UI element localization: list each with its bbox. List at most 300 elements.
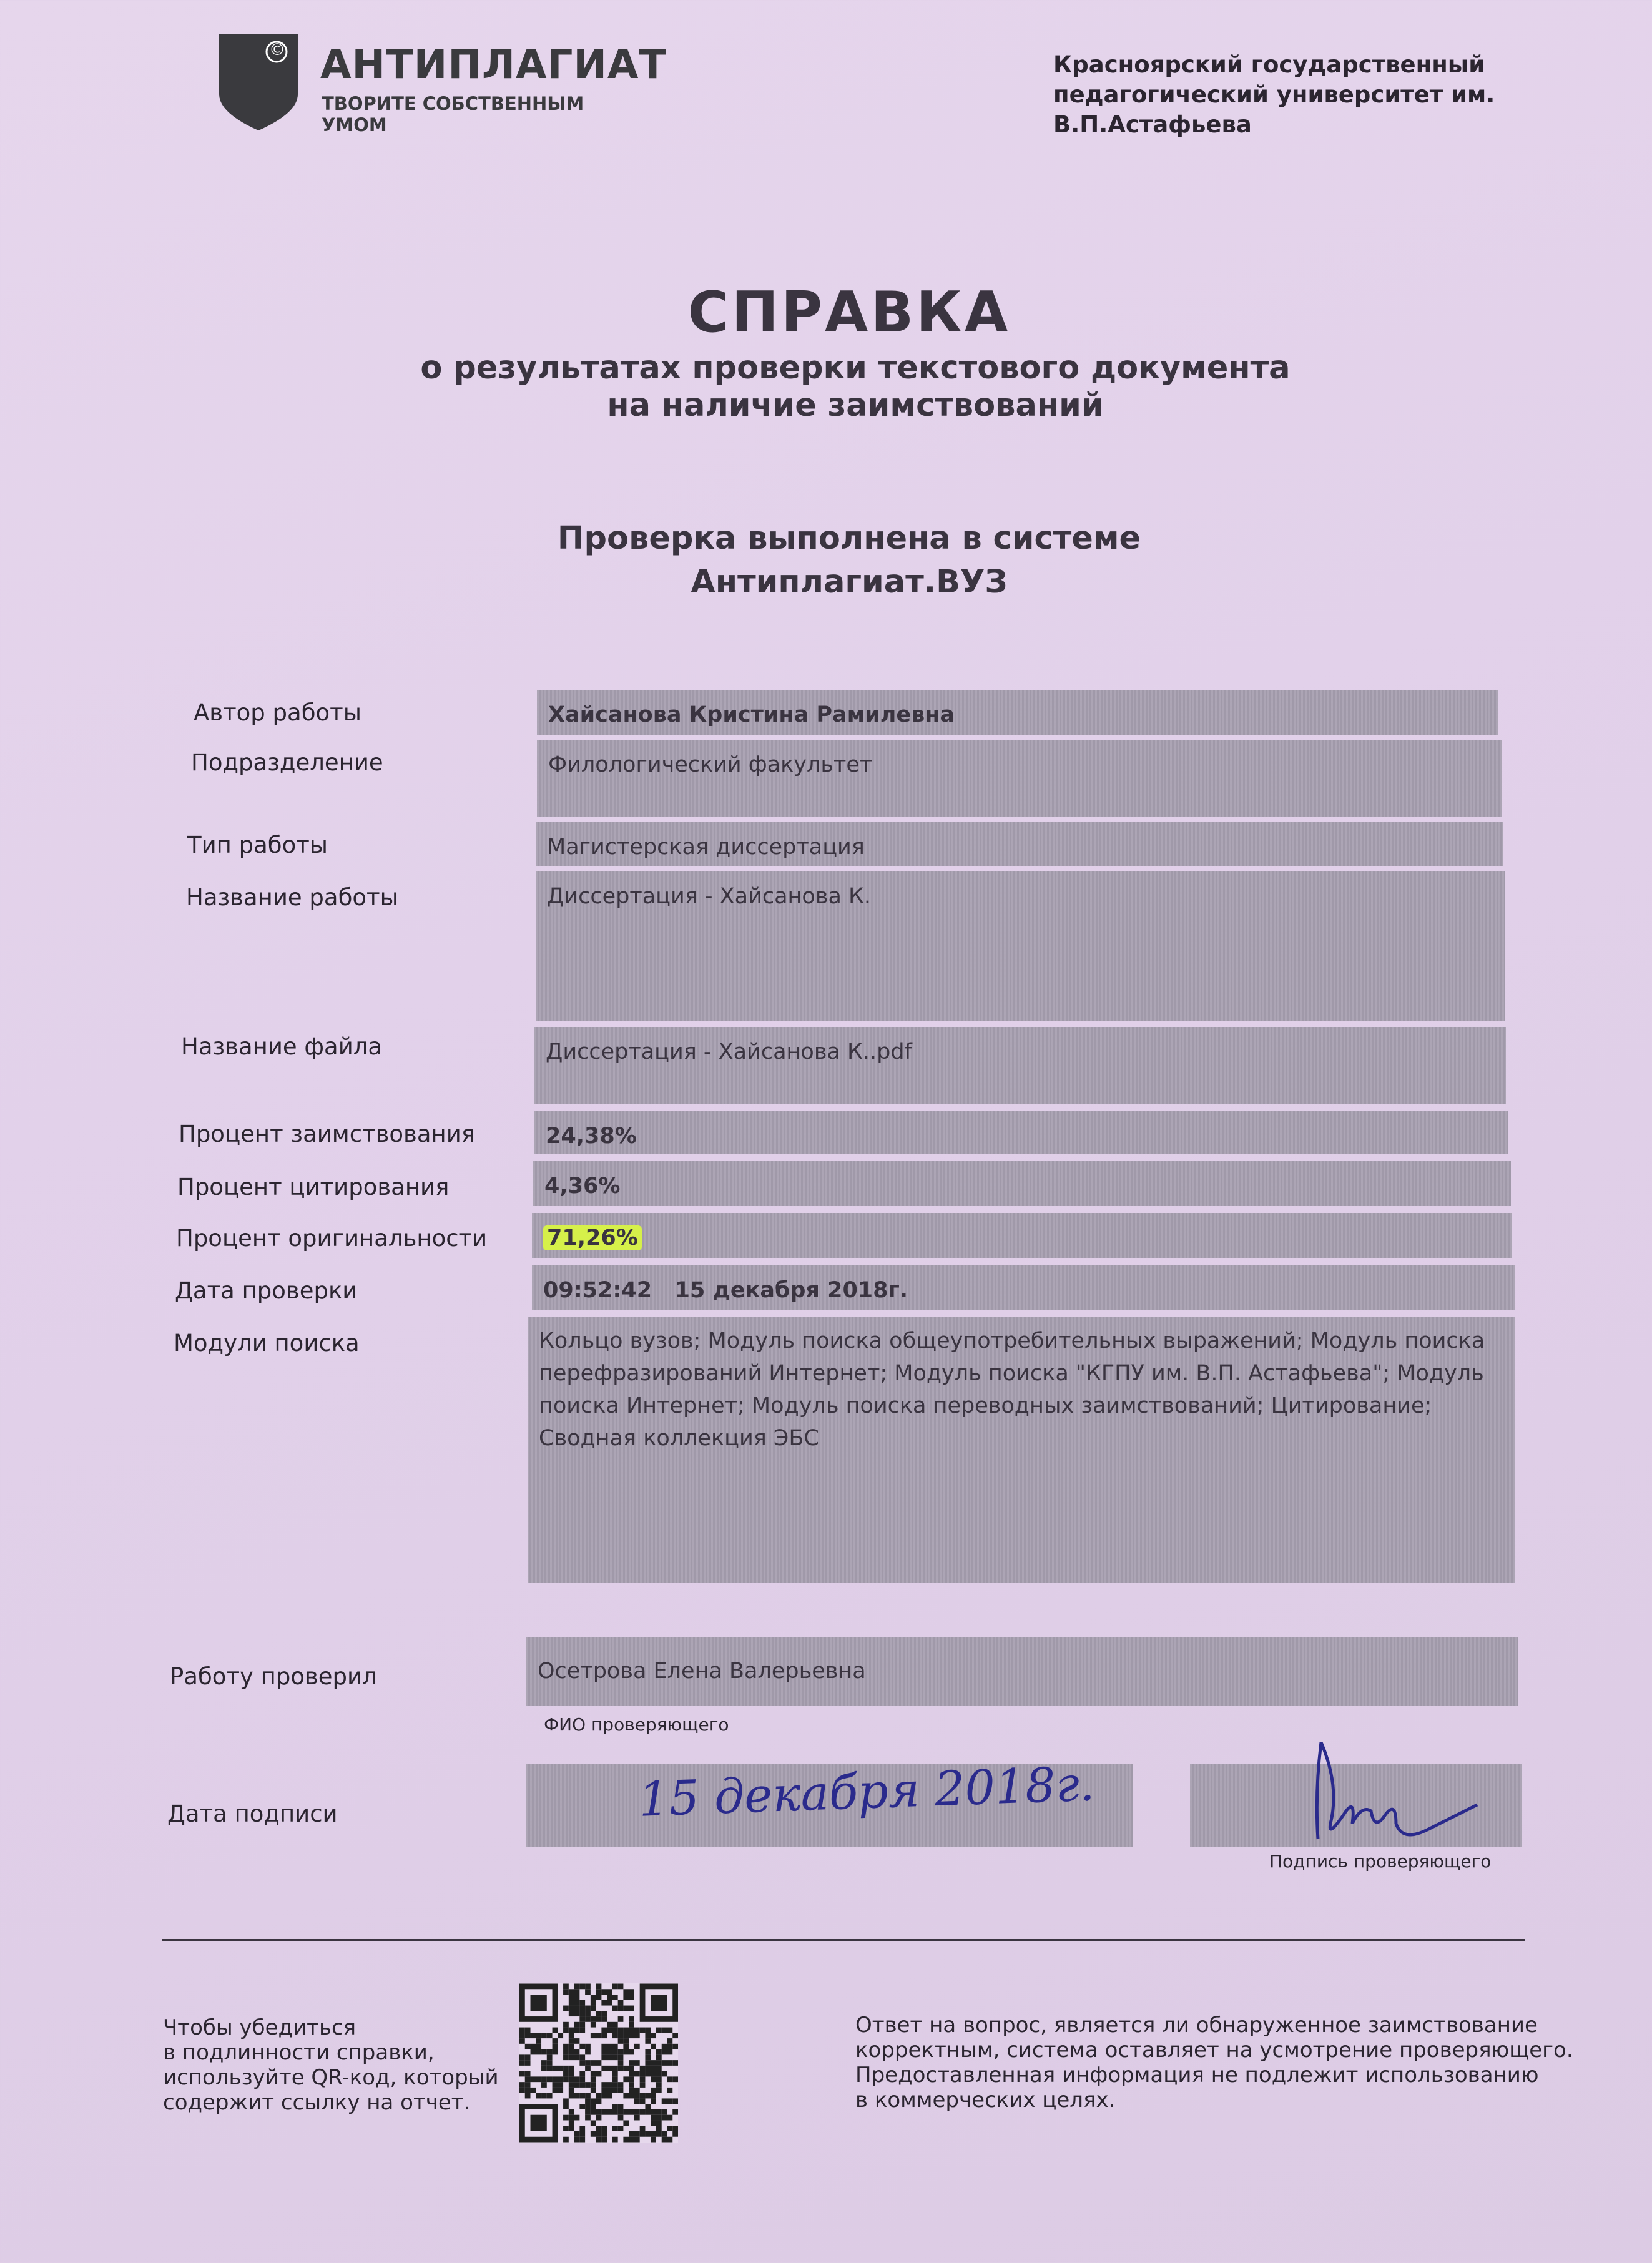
work-type-label: Тип работы <box>187 832 328 858</box>
qr-module <box>623 2109 629 2115</box>
qr-module <box>612 2126 618 2131</box>
qr-module <box>629 2006 634 2011</box>
qr-module <box>656 2071 662 2077</box>
qr-module <box>634 2109 640 2115</box>
qr-module <box>563 2028 569 2033</box>
qr-module <box>569 2071 574 2077</box>
qr-module <box>607 2093 612 2099</box>
qr-module <box>579 2022 585 2028</box>
qr-module <box>656 2120 662 2126</box>
qr-module <box>591 2000 596 2006</box>
qr-module <box>585 2016 591 2022</box>
qr-module <box>629 2060 634 2066</box>
qr-module <box>618 2066 624 2071</box>
qr-module <box>645 2071 651 2077</box>
qr-module <box>651 2120 656 2126</box>
qr-module <box>640 2071 646 2077</box>
borrowing-value: 24,38% <box>534 1111 1508 1154</box>
qr-module <box>618 2038 624 2044</box>
qr-module <box>585 2098 591 2104</box>
qr-module <box>585 2060 591 2066</box>
qr-module <box>662 2028 667 2033</box>
qr-module <box>531 2044 536 2049</box>
qr-module <box>569 2000 574 2006</box>
qr-module <box>574 1989 580 1995</box>
checker-label: Работу проверил <box>170 1663 377 1690</box>
qr-module <box>569 1995 574 2000</box>
qr-module <box>651 2109 656 2115</box>
qr-module <box>601 2137 607 2143</box>
qr-module <box>623 2049 629 2055</box>
qr-module <box>553 2066 558 2071</box>
qr-module <box>601 2000 607 2006</box>
qr-text-line: используйте QR-код, который <box>163 2065 499 2090</box>
qr-module <box>634 2093 640 2099</box>
qr-module <box>579 2060 585 2066</box>
qr-module <box>672 2044 678 2049</box>
qr-module <box>634 2028 640 2033</box>
qr-module <box>640 2076 646 2082</box>
qr-module <box>574 2137 580 2143</box>
university-name <box>1053 50 1495 140</box>
qr-module <box>651 2137 656 2143</box>
checker-value: Осетрова Елена Валерьевна <box>526 1637 1518 1706</box>
qr-module <box>525 2082 531 2088</box>
qr-module <box>536 2044 541 2049</box>
qr-module <box>651 2044 656 2049</box>
disclaimer-line: в коммерческих целях. <box>855 2088 1116 2113</box>
qr-module <box>607 2028 612 2033</box>
qr-module <box>607 1995 612 2000</box>
qr-module <box>574 2006 580 2011</box>
qr-module <box>563 2098 569 2104</box>
qr-module <box>601 2054 607 2060</box>
qr-module <box>591 2016 596 2022</box>
qr-module <box>579 2137 585 2143</box>
qr-module <box>623 2076 629 2082</box>
qr-module <box>563 2066 569 2071</box>
qr-module <box>640 2098 646 2104</box>
qr-module <box>563 2044 569 2049</box>
file-name-value: Диссертация - Хайсанова К..pdf <box>534 1027 1506 1104</box>
originality-label: Процент оригинальности <box>176 1225 488 1252</box>
qr-finder <box>531 2115 547 2131</box>
qr-module <box>563 1984 569 1990</box>
qr-module <box>629 2022 634 2028</box>
disclaimer-line: Предоставленная информация не подлежит использованию <box>855 2063 1539 2088</box>
signature-date-box <box>526 1755 1133 1847</box>
qr-module <box>656 2131 662 2137</box>
qr-module <box>591 2109 596 2115</box>
qr-module <box>525 2093 531 2099</box>
qr-module <box>634 2088 640 2093</box>
qr-module <box>525 2054 531 2060</box>
qr-module <box>519 2071 525 2077</box>
qr-text-line: содержит ссылку на отчет. <box>163 2090 471 2115</box>
qr-module <box>612 1995 618 2000</box>
qr-module <box>601 2066 607 2071</box>
subtitle-line: о результатах проверки текстового документа <box>420 350 1291 386</box>
qr-module <box>574 2093 580 2099</box>
qr-module <box>601 2082 607 2088</box>
qr-module <box>623 1989 629 1995</box>
qr-module <box>601 2049 607 2055</box>
work-title-label: Название работы <box>186 884 398 911</box>
qr-module <box>667 2049 672 2055</box>
document-subtitle <box>0 350 1652 425</box>
qr-module <box>656 2126 662 2131</box>
qr-module <box>607 2022 612 2028</box>
qr-module <box>541 2033 547 2038</box>
qr-module <box>623 2006 629 2011</box>
qr-module <box>569 2038 574 2044</box>
qr-module <box>558 2088 563 2093</box>
qr-module <box>612 2049 618 2055</box>
qr-module <box>525 2060 531 2066</box>
university-line: В.П.Астафьева <box>1053 111 1252 138</box>
qr-module <box>553 2088 558 2093</box>
qr-module <box>656 2082 662 2088</box>
qr-finder <box>651 1995 667 2011</box>
qr-module <box>596 2109 602 2115</box>
qr-module <box>579 2082 585 2088</box>
qr-module <box>607 2066 612 2071</box>
qr-module <box>547 2060 553 2066</box>
qr-module <box>563 2071 569 2077</box>
work-title-value: Диссертация - Хайсанова К. <box>536 871 1505 1021</box>
qr-module <box>601 2088 607 2093</box>
qr-module <box>634 2098 640 2104</box>
university-line: педагогический университет им. <box>1053 81 1495 108</box>
qr-module <box>596 2093 602 2099</box>
university-line: Красноярский государственный <box>1053 51 1485 78</box>
citation-value: 4,36% <box>533 1161 1511 1206</box>
qr-module <box>596 2115 602 2121</box>
qr-module <box>596 2071 602 2077</box>
qr-module <box>662 2109 667 2115</box>
system-caption <box>0 517 1652 604</box>
qr-module <box>607 2049 612 2055</box>
author-label: Автор работы <box>194 699 361 726</box>
qr-module <box>629 2033 634 2038</box>
qr-module <box>574 2131 580 2137</box>
qr-module <box>591 1995 596 2000</box>
qr-module <box>525 2028 531 2033</box>
qr-module <box>629 2016 634 2022</box>
check-date-value: 09:52:42 15 декабря 2018г. <box>532 1265 1515 1310</box>
qr-module <box>569 2011 574 2016</box>
qr-module <box>601 2028 607 2033</box>
qr-module <box>601 2033 607 2038</box>
qr-module <box>634 2137 640 2143</box>
qr-module <box>612 2082 618 2088</box>
qr-module <box>525 2033 531 2038</box>
qr-module <box>629 1995 634 2000</box>
qr-module <box>596 1984 602 1990</box>
qr-module <box>623 2033 629 2038</box>
qr-module <box>651 2088 656 2093</box>
qr-module <box>672 2126 678 2131</box>
qr-module <box>585 2104 591 2109</box>
qr-module <box>531 2088 536 2093</box>
qr-module <box>579 2011 585 2016</box>
borrowing-label: Процент заимствования <box>179 1121 476 1147</box>
qr-module <box>651 2076 656 2082</box>
qr-module <box>640 2093 646 2099</box>
qr-module <box>569 2115 574 2121</box>
qr-module <box>585 2011 591 2016</box>
modules-value: Кольцо вузов; Модуль поиска общеупотребительных выражений; Модуль поиска перефразирований Интернет; Модуль поиска "КГПУ им. В.П. Астафьева"; Модуль поиска Интернет; Модуль поиска переводных заимствований; Цитирование; Сводная коллекция ЭБС <box>528 1317 1515 1583</box>
qr-module <box>612 2076 618 2082</box>
qr-module <box>536 2038 541 2044</box>
qr-module <box>618 2115 624 2121</box>
qr-module <box>667 2060 672 2066</box>
system-line: Антиплагиат.ВУЗ <box>691 564 1008 601</box>
qr-module <box>591 2060 596 2066</box>
qr-module <box>651 2115 656 2121</box>
qr-module <box>585 2049 591 2055</box>
qr-module <box>618 2049 624 2055</box>
qr-code[interactable] <box>519 1983 678 2143</box>
qr-module <box>601 1989 607 1995</box>
qr-module <box>579 2054 585 2060</box>
disclaimer <box>855 2013 1573 2113</box>
qr-module <box>618 2016 624 2022</box>
qr-module <box>667 2098 672 2104</box>
qr-module <box>667 2115 672 2121</box>
qr-module <box>569 2126 574 2131</box>
qr-module <box>525 2088 531 2093</box>
qr-module <box>612 2137 618 2143</box>
qr-module <box>547 2076 553 2082</box>
qr-module <box>618 1984 624 1990</box>
qr-module <box>618 2088 624 2093</box>
footer-divider <box>162 1939 1525 1941</box>
citation-label: Процент цитирования <box>177 1174 450 1200</box>
qr-module <box>541 2093 547 2099</box>
qr-module <box>618 2082 624 2088</box>
qr-module <box>656 2028 662 2033</box>
qr-module <box>547 2093 553 2099</box>
qr-module <box>591 2033 596 2038</box>
qr-module <box>629 2049 634 2055</box>
qr-module <box>656 2076 662 2082</box>
qr-module <box>536 2093 541 2099</box>
qr-module <box>651 2060 656 2066</box>
qr-module <box>640 2131 646 2137</box>
qr-module <box>536 2049 541 2055</box>
qr-module <box>618 2060 624 2066</box>
qr-module <box>579 2076 585 2082</box>
qr-module <box>591 2088 596 2093</box>
qr-module <box>536 2033 541 2038</box>
qr-module <box>553 2076 558 2082</box>
handwritten-signature <box>1302 1730 1552 1855</box>
qr-module <box>662 2131 667 2137</box>
author-value: Хайсанова Кристина Рамилевна <box>537 690 1498 735</box>
originality-row <box>532 1213 1512 1258</box>
qr-module <box>569 2033 574 2038</box>
qr-module <box>591 2071 596 2077</box>
qr-module <box>541 2082 547 2088</box>
qr-module <box>634 2131 640 2137</box>
qr-module <box>607 2054 612 2060</box>
qr-module <box>569 2088 574 2093</box>
qr-module <box>541 2066 547 2071</box>
qr-module <box>591 2006 596 2011</box>
qr-module <box>601 2093 607 2099</box>
qr-module <box>629 2028 634 2033</box>
checker-caption: ФИО проверяющего <box>544 1714 729 1735</box>
department-label: Подразделение <box>191 749 383 776</box>
disclaimer-line: Ответ на вопрос, является ли обнаруженное заимствование <box>855 2013 1538 2038</box>
qr-module <box>525 2044 531 2049</box>
department-value: Филологический факультет <box>537 740 1502 817</box>
qr-module <box>558 2082 563 2088</box>
check-date-label: Дата проверки <box>175 1277 358 1304</box>
qr-module <box>607 1989 612 1995</box>
qr-module <box>591 2104 596 2109</box>
qr-module <box>579 2044 585 2049</box>
qr-module <box>667 2088 672 2093</box>
qr-module <box>563 1989 569 1995</box>
qr-module <box>645 2060 651 2066</box>
qr-module <box>531 2076 536 2082</box>
qr-module <box>596 2137 602 2143</box>
qr-module <box>645 2131 651 2137</box>
qr-module <box>558 2033 563 2038</box>
qr-module <box>607 2044 612 2049</box>
qr-module <box>612 2044 618 2049</box>
qr-module <box>563 2126 569 2131</box>
qr-module <box>563 2115 569 2121</box>
handwritten-date: 15 декабря 2018г. <box>637 1755 1096 1827</box>
qr-module <box>623 2044 629 2049</box>
qr-module <box>662 2098 667 2104</box>
qr-module <box>596 2033 602 2038</box>
qr-module <box>541 2049 547 2055</box>
qr-module <box>601 2109 607 2115</box>
qr-module <box>645 2028 651 2033</box>
qr-module <box>569 2093 574 2099</box>
qr-module <box>656 2066 662 2071</box>
qr-module <box>667 2038 672 2044</box>
qr-module <box>656 2054 662 2060</box>
qr-module <box>645 2033 651 2038</box>
qr-module <box>574 2076 580 2082</box>
qr-module <box>541 2060 547 2066</box>
qr-module <box>591 2082 596 2088</box>
qr-module <box>547 2054 553 2060</box>
qr-module <box>623 2137 629 2143</box>
qr-module <box>618 2000 624 2006</box>
qr-module <box>591 2076 596 2082</box>
qr-module <box>553 2028 558 2033</box>
qr-module <box>519 2060 525 2066</box>
qr-module <box>553 2038 558 2044</box>
qr-module <box>574 2011 580 2016</box>
qr-module <box>563 2022 569 2028</box>
qr-module <box>629 2082 634 2088</box>
logo-tagline: ТВОРИТЕ СОБСТВЕННЫМ УМОМ <box>322 93 584 135</box>
qr-module <box>618 2109 624 2115</box>
qr-module <box>519 2082 525 2088</box>
qr-module <box>601 2016 607 2022</box>
qr-module <box>596 2011 602 2016</box>
qr-module <box>662 2115 667 2121</box>
qr-module <box>569 2049 574 2055</box>
qr-module <box>629 2109 634 2115</box>
qr-module <box>629 2088 634 2093</box>
qr-module <box>629 2066 634 2071</box>
work-type-value: Магистерская диссертация <box>536 822 1503 866</box>
logo-mark: © <box>269 41 285 59</box>
qr-module <box>563 2054 569 2060</box>
qr-module <box>579 2131 585 2137</box>
qr-module <box>634 2033 640 2038</box>
qr-module <box>596 2098 602 2104</box>
qr-module <box>612 2109 618 2115</box>
qr-module <box>519 2054 525 2060</box>
qr-module <box>651 2093 656 2099</box>
qr-module <box>519 2028 525 2033</box>
qr-module <box>579 2016 585 2022</box>
qr-module <box>574 2038 580 2044</box>
qr-finder <box>531 1995 547 2011</box>
qr-module <box>667 2137 672 2143</box>
qr-module <box>634 2071 640 2077</box>
qr-module <box>672 2098 678 2104</box>
qr-text-line: Чтобы убедиться <box>163 2015 356 2040</box>
qr-module <box>591 2098 596 2104</box>
qr-module <box>547 2049 553 2055</box>
qr-module <box>531 2049 536 2055</box>
qr-module <box>525 2071 531 2077</box>
qr-module <box>618 2104 624 2109</box>
qr-module <box>629 2076 634 2082</box>
qr-module <box>667 2044 672 2049</box>
qr-module <box>553 2082 558 2088</box>
qr-module <box>651 2071 656 2077</box>
logo-title: АНТИПЛАГИАТ <box>320 42 667 88</box>
qr-module <box>645 2038 651 2044</box>
qr-module <box>662 2049 667 2055</box>
qr-module <box>569 2028 574 2033</box>
qr-module <box>569 2120 574 2126</box>
qr-text-line: в подлинности справки, <box>163 2040 435 2065</box>
qr-module <box>563 2104 569 2109</box>
qr-module <box>525 2076 531 2082</box>
signature-box <box>1190 1764 1522 1847</box>
qr-module <box>607 2088 612 2093</box>
qr-module <box>547 2066 553 2071</box>
qr-module <box>612 2028 618 2033</box>
qr-module <box>672 2060 678 2066</box>
qr-module <box>618 2033 624 2038</box>
qr-module <box>672 2131 678 2137</box>
qr-module <box>618 2028 624 2033</box>
qr-module <box>596 1995 602 2000</box>
qr-module <box>553 2044 558 2049</box>
qr-module <box>612 2054 618 2060</box>
qr-module <box>579 2028 585 2033</box>
qr-module <box>629 2071 634 2077</box>
qr-module <box>531 2033 536 2038</box>
qr-module <box>579 2126 585 2131</box>
qr-module <box>629 1989 634 1995</box>
signature-caption: Подпись проверяющего <box>1269 1851 1492 1872</box>
qr-module <box>585 2082 591 2088</box>
